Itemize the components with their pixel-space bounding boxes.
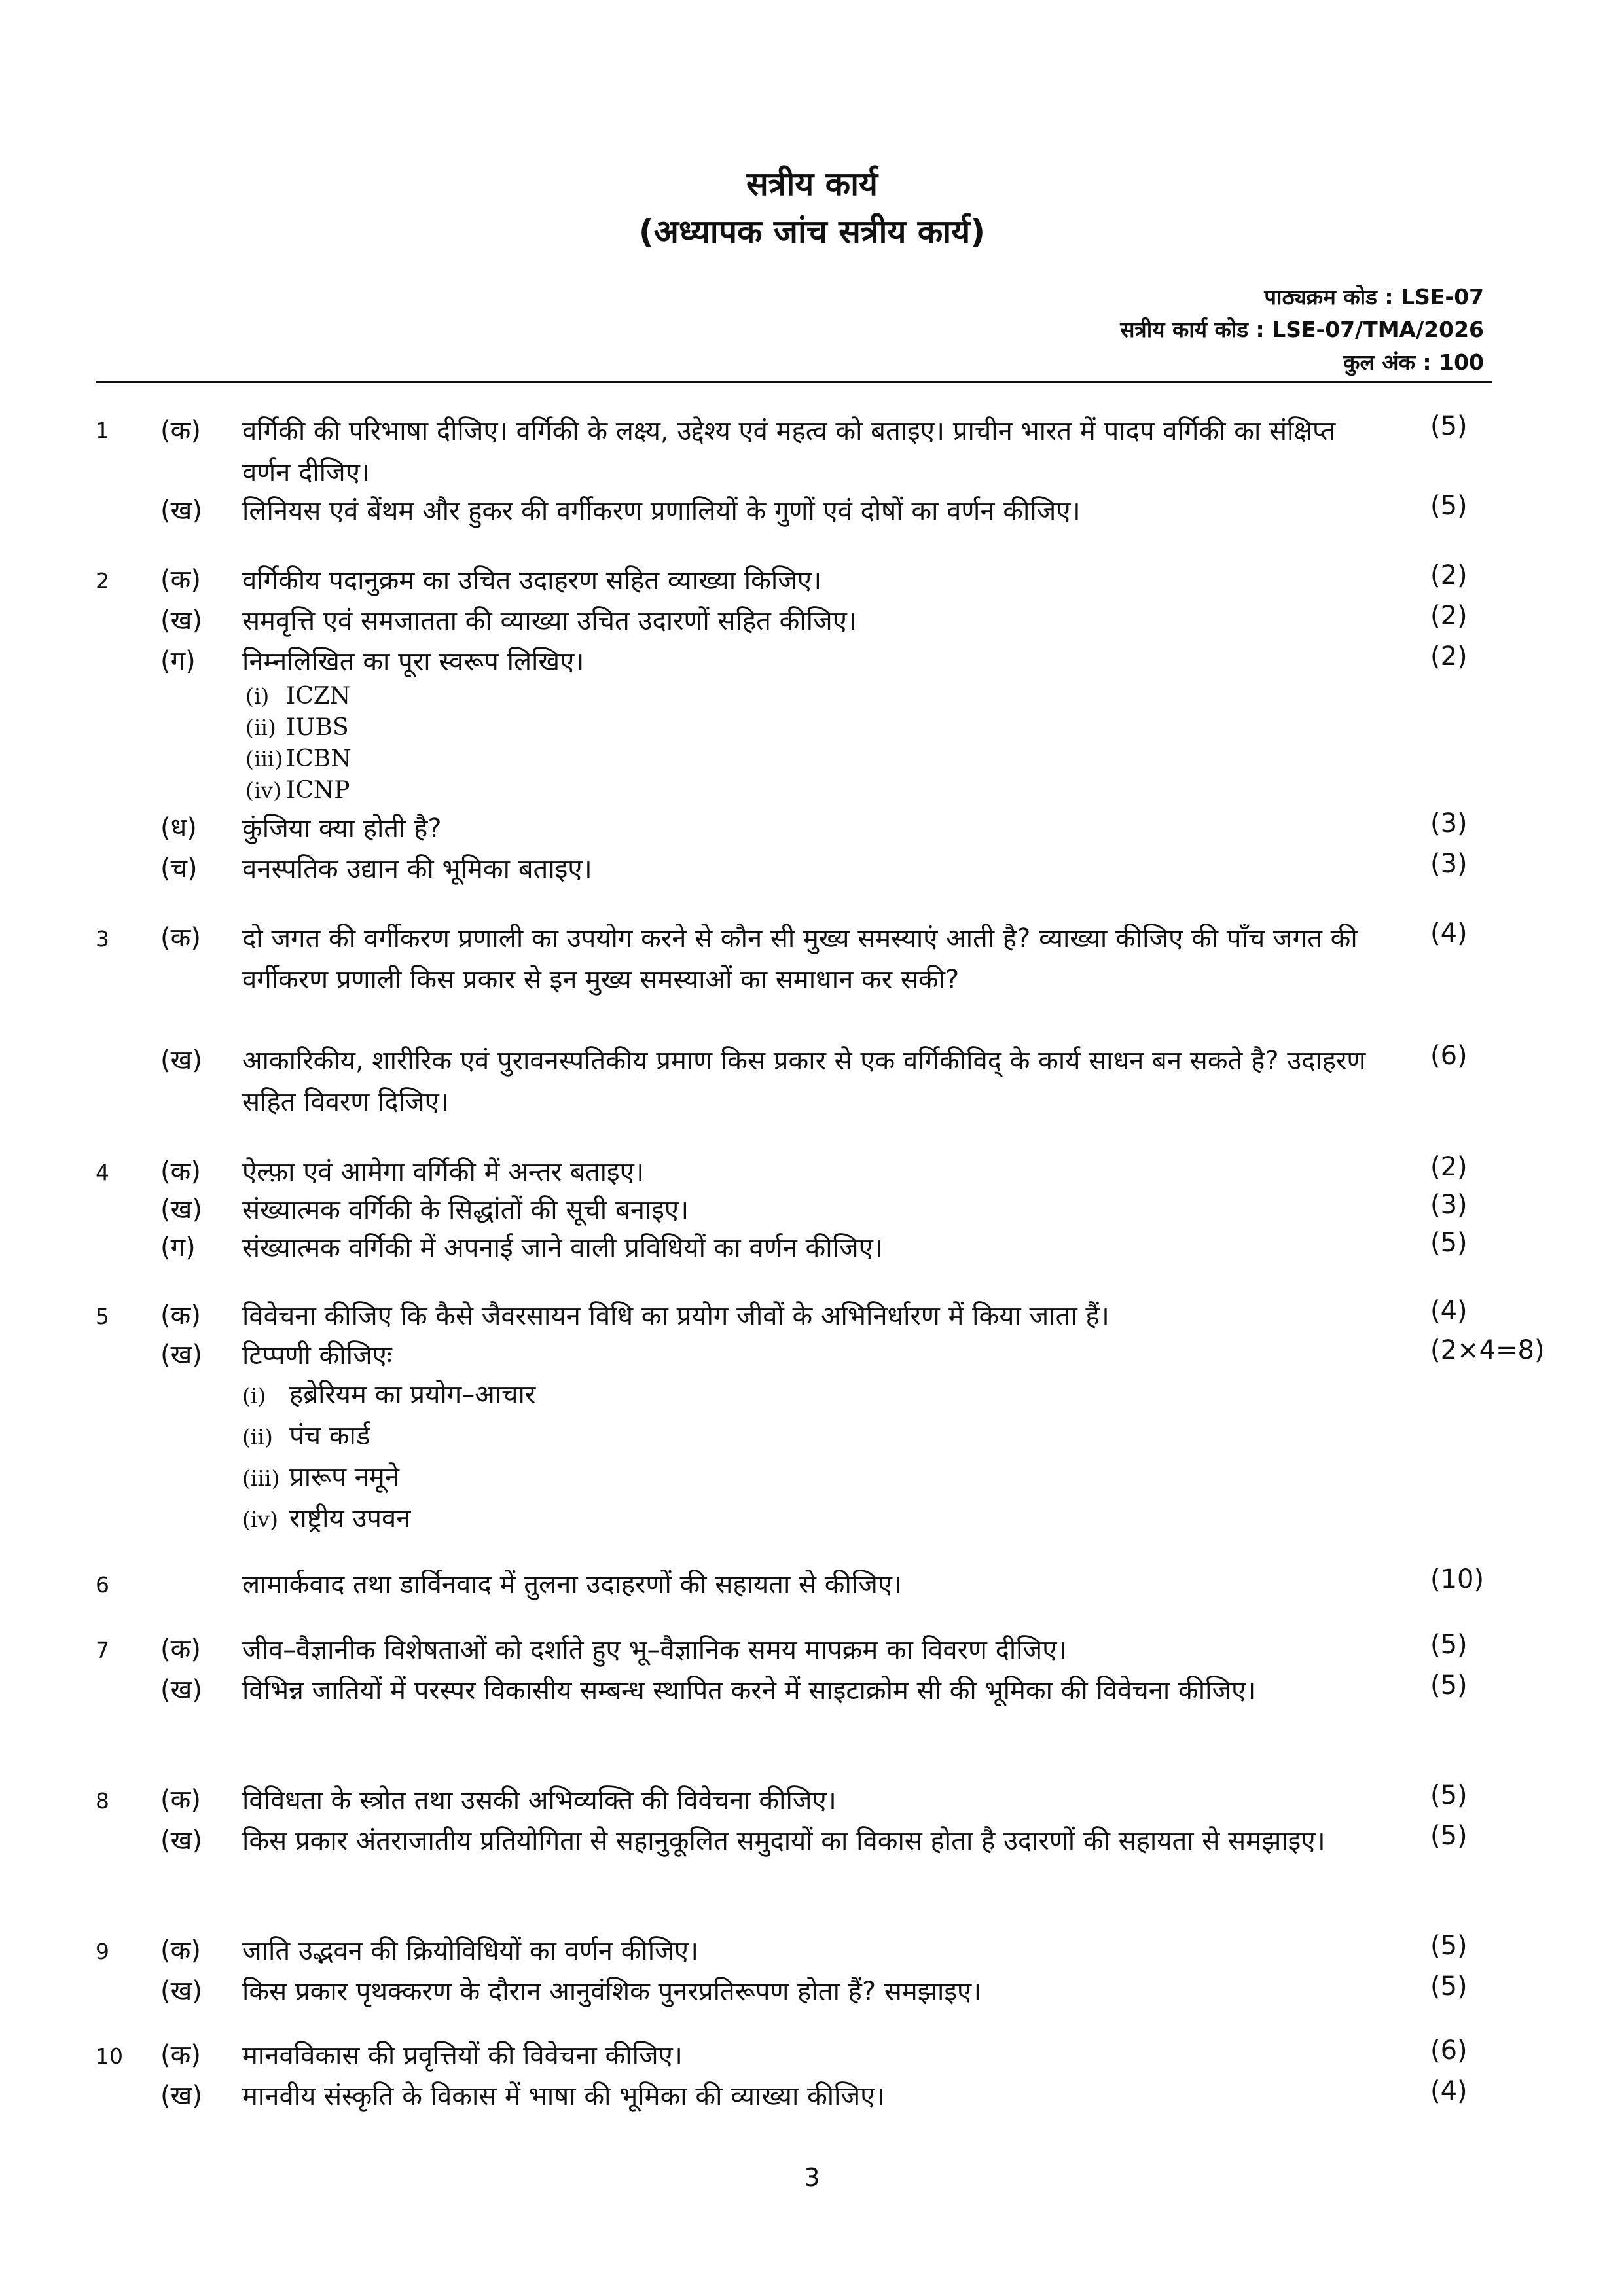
course-code: पाठ्यक्रम कोड : LSE-07 [1264,284,1484,310]
part-label: (क) [160,923,201,953]
part-label: (क) [160,1935,201,1965]
part-label: (ख) [160,1976,202,2006]
marks: (6) [1430,1041,1468,1071]
question-text: विवेचना कीजिए कि कैसे जैवरसायन विधि का प्रयोग जीवों के अभिनिर्धारण में किया जाता हैं। [242,1301,1110,1331]
list-text: ICBN [286,745,352,772]
question-text: ऐल्फ़ा एवं आमेगा वर्गिकी में अन्तर बताइए। [242,1157,644,1187]
question-text: जाति उद्भवन की क्रियोविधियों का वर्णन कीजिए। [242,1936,699,1966]
list-numeral: (iv) [242,1507,278,1532]
list-text: राष्ट्रीय उपवन [289,1503,411,1534]
question-text: कुंजिया क्या होती है? [242,814,442,844]
part-label: (च) [160,853,198,884]
list-item [245,712,349,744]
question-text: मानवविकास की प्रवृत्तियों की विवेचना कीजिए। [242,2041,683,2071]
marks: (2) [1430,1152,1468,1182]
list-text: हब्रेरियम का प्रयोग–आचार [289,1380,536,1410]
part-label: (ख) [160,605,202,636]
part-label: (ख) [160,495,202,526]
marks: (3) [1430,849,1468,879]
list-text: पंच कार्ड [289,1421,370,1451]
marks: (4) [1430,1296,1468,1326]
marks: (5) [1430,1931,1468,1961]
marks: (5) [1430,411,1468,441]
part-label: (क) [160,2040,201,2070]
question-text: किस प्रकार पृथक्करण के दौरान आनुवंशिक पुनरप्रतिरूपण होता हैं? समझाइए। [242,1977,982,2007]
question-text: लामार्कवाद तथा डार्विनवाद में तुलना उदाहरणों की सहायता से कीजिए। [242,1570,903,1600]
marks: (10) [1430,1564,1485,1594]
assignment-code: सत्रीय कार्य कोड : LSE-07/TMA/2026 [1120,317,1484,342]
part-label: (ग) [160,1232,196,1263]
marks: (2) [1430,560,1468,590]
question-text: समवृत्ति एवं समजातता की व्याख्या उचित उदारणों सहित कीजिए। [242,606,857,636]
part-label: (ख) [160,1194,202,1225]
question-text: टिप्पणी कीजिएः [242,1340,392,1371]
marks: (5) [1430,1630,1468,1660]
list-item [245,744,352,775]
page-subtitle: (अध्यापक जांच सत्रीय कार्य) [638,213,986,251]
marks: (2×4=8) [1430,1335,1545,1365]
marks: (4) [1430,2076,1468,2106]
part-label: (ख) [160,2081,202,2111]
marks: (5) [1430,491,1468,521]
marks: (5) [1430,1780,1468,1810]
part-label: (ख) [160,1045,202,1075]
question-text: निम्नलिखित का पूरा स्वरूप लिखिए। [242,647,585,677]
page-title: सत्रीय कार्य [746,165,878,203]
marks: (5) [1430,1971,1468,2001]
question-text: आकारिकीय, शारीरिक एवं पुरावनस्पतिकीय प्रमाण किस प्रकार से एक वर्गिकीविद् के कार्य साधन बन सकते है? उदाहरण सहित विवरण दिजिए। [242,1046,1366,1117]
part-label: (क) [160,1300,201,1331]
question-number: 3 [96,926,109,952]
list-item [242,1374,535,1416]
total-marks: कुल अंक : 100 [1343,350,1484,375]
part-label: (क) [160,565,201,595]
part-label: (ख) [160,1825,202,1856]
part-label: (ग) [160,646,196,676]
question-text: किस प्रकार अंतराजातीय प्रतियोगिता से सहानुकूलित समुदायों का विकास होता है उदारणों की सहायता से समझाइए। [242,1826,1326,1856]
marks: (4) [1430,918,1468,948]
marks: (2) [1430,641,1468,672]
question-text: वर्गिकीय पदानुक्रम का उचित उदाहरण सहित व्याख्या किजिए। [242,565,822,596]
marks: (3) [1430,808,1468,838]
question-number: 6 [96,1572,109,1598]
list-item [242,1457,399,1499]
question-text: विविधता के स्त्रोत तथा उसकी अभिव्यक्ति की विवेचना कीजिए। [242,1785,837,1816]
list-numeral: (iv) [245,778,281,803]
list-numeral: (iii) [242,1465,280,1491]
list-numeral: (i) [245,683,270,709]
part-label: (ध) [160,813,197,843]
list-item [245,681,350,712]
question-text: दो जगत की वर्गीकरण प्रणाली का उपयोग करने से कौन सी मुख्य समस्याएं आती है? व्याख्या कीजिए की पाँच जगत की वर्गीकरण प्रणाली किस प्रकार से इन मुख्य समस्याओं का समाधान कर सकी? [242,924,1358,995]
part-label: (क) [160,1634,201,1664]
question-number: 10 [96,2043,123,2069]
question-number: 7 [96,1638,109,1663]
question-number: 1 [96,418,109,443]
question-number: 9 [96,1939,109,1964]
header-divider [96,381,1492,383]
question-text: संख्यात्मक वर्गिकी में अपनाई जाने वाली प्रविधियों का वर्णन कीजिए। [242,1233,883,1263]
question-text: लिनियस एवं बेंथम और हुकर की वर्गीकरण प्रणालियों के गुणों एवं दोषों का वर्णन कीजिए। [242,496,1081,526]
part-label: (ख) [160,1675,202,1705]
question-number: 2 [96,568,109,594]
marks: (6) [1430,2036,1468,2066]
question-text: जीव–वैज्ञानीक विशेषताओं को दर्शाते हुए भू–वैज्ञानिक समय मापक्रम का विवरण दीजिए। [242,1635,1067,1665]
question-text: वर्गिकी की परिभाषा दीजिए। वर्गिकी के लक्ष्य, उद्देश्य एवं महत्व को बताइए। प्राचीन भारत में पादप वर्गिकी का संक्षिप्त वर्णन दीजिए। [242,416,1336,488]
marks: (5) [1430,1228,1468,1258]
list-item [242,1498,410,1540]
list-text: ICZN [286,683,351,709]
marks: (2) [1430,601,1468,631]
question-text: वनस्पतिक उद्यान की भूमिका बताइए। [242,854,592,884]
marks: (5) [1430,1821,1468,1851]
question-text: संख्यात्मक वर्गिकी के सिद्धांतों की सूची बनाइए। [242,1195,689,1225]
part-label: (क) [160,1785,201,1815]
list-item [245,775,350,806]
part-label: (क) [160,1157,201,1187]
list-text: ICNP [286,777,350,804]
list-numeral: (iii) [245,746,283,772]
list-numeral: (ii) [242,1424,273,1450]
question-number: 8 [96,1788,109,1814]
question-number: 5 [96,1304,109,1329]
list-text: IUBS [286,714,349,741]
part-label: (क) [160,416,201,446]
marks: (5) [1430,1670,1468,1700]
question-text: विभिन्न जातियों में परस्पर विकासीय सम्बन्ध स्थापित करने में साइटाक्रोम सी की भूमिका की विवेचना कीजिए। [242,1676,1256,1706]
part-label: (ख) [160,1340,202,1370]
question-number: 4 [96,1160,109,1185]
page-number: 3 [804,2163,820,2192]
list-numeral: (i) [242,1383,266,1408]
list-numeral: (ii) [245,715,276,740]
question-text: मानवीय संस्कृति के विकास में भाषा की भूमिका की व्याख्या कीजिए। [242,2081,885,2111]
marks: (3) [1430,1190,1468,1220]
list-text: प्रारूप नमूने [289,1462,399,1492]
list-item [242,1416,370,1458]
